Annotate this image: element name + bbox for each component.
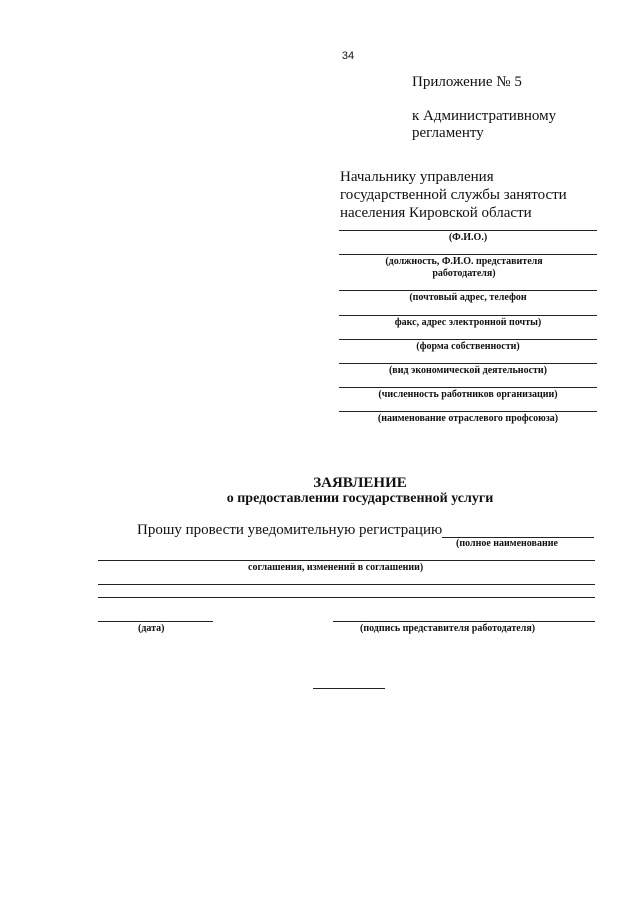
appendix-reference-line: к Административному bbox=[412, 108, 557, 124]
postal-address-caption: (почтовый адрес, телефон bbox=[409, 292, 527, 303]
economic-activity-caption: (вид экономической деятельности) bbox=[388, 365, 548, 376]
date-caption: (дата) bbox=[138, 623, 165, 634]
trade-union-field[interactable] bbox=[339, 411, 597, 412]
appendix-reference bbox=[412, 108, 602, 142]
blank-line[interactable] bbox=[98, 597, 595, 598]
end-divider bbox=[313, 688, 385, 689]
full-name-caption: (полное наименование bbox=[456, 538, 558, 549]
economic-activity-field[interactable] bbox=[339, 363, 597, 364]
fax-email-field[interactable] bbox=[339, 315, 597, 316]
fio-caption: (Ф.И.О.) bbox=[448, 232, 488, 243]
representative-field[interactable] bbox=[339, 254, 597, 255]
addressee-line: населения Кировской области bbox=[340, 205, 532, 221]
organization-name-line[interactable] bbox=[98, 560, 595, 561]
blank-line[interactable] bbox=[98, 584, 595, 585]
fio-field[interactable] bbox=[339, 230, 597, 231]
signature-caption: (подпись представителя работодателя) bbox=[360, 623, 536, 634]
trade-union-caption: (наименование отраслевого профсоюза) bbox=[377, 413, 559, 424]
appendix-title: Приложение № 5 bbox=[412, 74, 522, 90]
employee-count-field[interactable] bbox=[339, 387, 597, 388]
employee-count-caption: (численность работников организации) bbox=[378, 389, 558, 400]
agreement-caption: соглашения, изменений в соглашении) bbox=[248, 562, 424, 573]
representative-caption: (должность, Ф.И.О. представителя работодателя) bbox=[385, 256, 543, 279]
postal-address-field[interactable] bbox=[339, 290, 597, 291]
statement-subtitle: о предоставлении государственной услуги bbox=[226, 491, 494, 506]
addressee-line: Начальнику управления bbox=[340, 169, 494, 185]
signature-field[interactable] bbox=[333, 621, 595, 622]
ownership-form-field[interactable] bbox=[339, 339, 597, 340]
ownership-form-caption: (форма собственности) bbox=[416, 341, 520, 352]
date-field[interactable] bbox=[98, 621, 213, 622]
page-number: 34 bbox=[341, 50, 355, 62]
appendix-reference-line: регламенту bbox=[412, 125, 484, 141]
addressee-line: государственной службы занятости bbox=[340, 187, 567, 203]
fax-email-caption: факс, адрес электронной почты) bbox=[394, 317, 542, 328]
request-text: Прошу провести уведомительную регистрацию bbox=[137, 522, 443, 538]
addressee-block bbox=[340, 168, 600, 222]
statement-title: ЗАЯВЛЕНИЕ bbox=[313, 475, 407, 491]
